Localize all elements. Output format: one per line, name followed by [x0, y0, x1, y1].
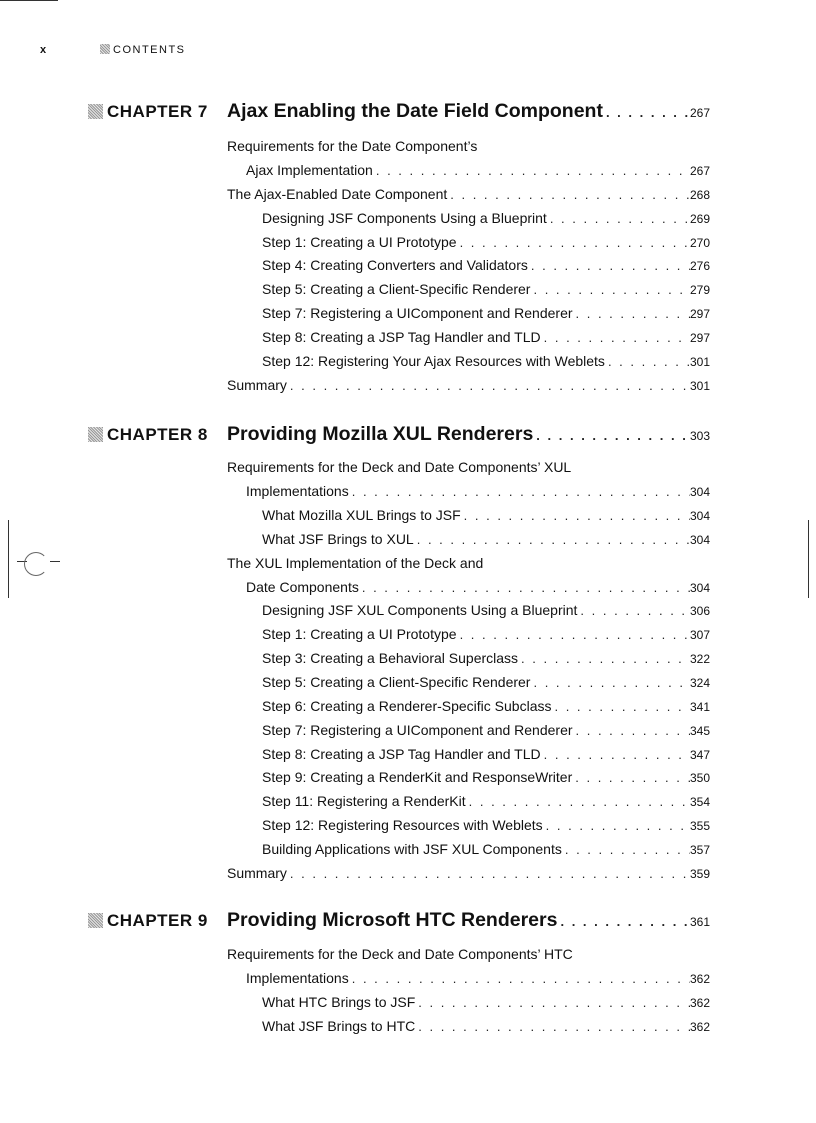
page-number: 354 [689, 795, 710, 809]
page-number: 304 [689, 581, 710, 595]
dot-leader [447, 187, 690, 202]
page-number: 268 [689, 188, 710, 202]
page-number: 324 [689, 676, 710, 690]
section-title: CONTENTS [100, 44, 186, 56]
entry-title: Requirements for the Deck and Date Components’ HTC [227, 946, 573, 962]
dot-leader [528, 258, 690, 273]
entry-title: Step 11: Registering a RenderKit [262, 793, 466, 809]
dot-leader [415, 995, 690, 1010]
dot-leader [414, 532, 690, 547]
page-number: 350 [689, 771, 710, 785]
toc-entry[interactable] [227, 793, 710, 815]
entry-title: What JSF Brings to XUL [262, 531, 414, 547]
toc-entry[interactable] [227, 138, 710, 160]
page-number: 279 [689, 283, 710, 297]
chapter-title-entry[interactable] [227, 100, 710, 128]
chapter-title-entry[interactable] [227, 423, 710, 451]
dot-leader [530, 282, 690, 297]
page-number: 304 [689, 485, 710, 499]
toc-entry[interactable] [227, 483, 710, 505]
dot-leader [547, 211, 690, 226]
entry-title: Requirements for the Date Component’s [227, 138, 478, 154]
page-number: 341 [689, 700, 710, 714]
chapter-label [88, 911, 208, 931]
chapter-title: Providing Microsoft HTC Renderers [227, 909, 558, 931]
toc-entry[interactable] [227, 746, 710, 768]
toc-entry[interactable] [227, 650, 710, 672]
toc-entry[interactable] [227, 970, 710, 992]
entry-title: Ajax Implementation [246, 162, 373, 178]
toc-entry[interactable] [227, 531, 710, 553]
dot-leader [457, 235, 690, 250]
page-number: 270 [689, 236, 710, 250]
entry-title: Summary [227, 865, 287, 881]
chapter-number: CHAPTER 9 [107, 911, 208, 930]
page-number: 269 [689, 212, 710, 226]
toc-entry[interactable] [227, 186, 710, 208]
square-bullet-icon [100, 44, 110, 54]
toc-entry[interactable] [227, 579, 710, 601]
entry-title: Step 12: Registering Resources with Weblets [262, 817, 543, 833]
dot-leader [541, 330, 690, 345]
toc-entry[interactable] [227, 994, 710, 1016]
entry-title: Step 7: Registering a UIComponent and Renderer [262, 305, 573, 321]
toc-entry[interactable] [227, 305, 710, 327]
square-bullet-icon [88, 913, 103, 928]
page-number: 267 [689, 106, 710, 120]
entry-title: Step 1: Creating a UI Prototype [262, 234, 457, 250]
page-folio: x [40, 44, 48, 56]
entry-title: Step 8: Creating a JSP Tag Handler and TLD [262, 746, 541, 762]
toc-entry[interactable] [227, 353, 710, 375]
right-crop-mark [808, 520, 809, 598]
entry-title: Step 3: Creating a Behavioral Superclass [262, 650, 519, 666]
dot-leader [573, 723, 690, 738]
page-number: 307 [689, 628, 710, 642]
dot-leader [541, 747, 690, 762]
entry-title: Building Applications with JSF XUL Components [262, 841, 562, 857]
page-number: 267 [689, 164, 710, 178]
dot-leader [603, 105, 690, 120]
dot-leader [530, 675, 690, 690]
toc-entry[interactable] [227, 698, 710, 720]
dot-leader [287, 866, 690, 881]
toc-entry[interactable] [227, 329, 710, 351]
left-crop-mark [8, 520, 9, 598]
toc-entry[interactable] [227, 162, 710, 184]
toc-entry[interactable] [227, 210, 710, 232]
entry-title: Step 5: Creating a Client-Specific Renderer [262, 281, 531, 297]
dot-leader [518, 651, 690, 666]
page-number: 297 [689, 307, 710, 321]
chapter-label [88, 425, 208, 445]
toc-entry[interactable] [227, 507, 710, 529]
dot-leader [572, 770, 690, 785]
entry-title: Summary [227, 377, 287, 393]
dot-leader [461, 508, 690, 523]
page-number: 345 [689, 724, 710, 738]
toc-entry[interactable] [227, 555, 710, 577]
entry-title: Designing JSF XUL Components Using a Blueprint [262, 602, 578, 618]
toc-entry[interactable] [227, 602, 710, 624]
page-number: 276 [689, 259, 710, 273]
page-number: 301 [689, 379, 710, 393]
chapter-title-entry[interactable] [227, 909, 710, 937]
page-number: 355 [689, 819, 710, 833]
page-number: 347 [689, 748, 710, 762]
dot-leader [562, 842, 690, 857]
dot-leader [457, 627, 690, 642]
toc-entry[interactable] [227, 722, 710, 744]
toc-entry[interactable] [227, 769, 710, 791]
dot-leader [533, 428, 690, 443]
chapter-number: CHAPTER 7 [107, 102, 208, 121]
registration-tick-right [50, 561, 60, 562]
toc-entry[interactable] [227, 1018, 710, 1040]
registration-mark [24, 552, 48, 576]
dot-leader [349, 971, 690, 986]
entry-title: Step 8: Creating a JSP Tag Handler and TLD [262, 329, 541, 345]
entry-title: What JSF Brings to HTC [262, 1018, 416, 1034]
entry-title: Step 12: Registering Your Ajax Resources with Weblets [262, 353, 605, 369]
entry-title: What Mozilla XUL Brings to JSF [262, 507, 461, 523]
entry-title: Implementations [246, 970, 349, 986]
entry-title: Step 6: Creating a Renderer-Specific Subclass [262, 698, 552, 714]
page-number: 304 [689, 509, 710, 523]
page-number: 357 [689, 843, 710, 857]
dot-leader [415, 1019, 690, 1034]
entry-title: Designing JSF Components Using a Blueprint [262, 210, 547, 226]
entry-title: Implementations [246, 483, 349, 499]
page-number: 362 [689, 972, 710, 986]
page-number: 362 [689, 996, 710, 1010]
toc-entry[interactable] [227, 377, 710, 399]
chapter-title: Ajax Enabling the Date Field Component [227, 100, 603, 122]
toc-entry[interactable] [227, 257, 710, 279]
square-bullet-icon [88, 427, 103, 442]
page-number: 303 [689, 429, 710, 443]
dot-leader [359, 580, 690, 595]
toc-entry[interactable] [227, 841, 710, 863]
toc-entry[interactable] [227, 281, 710, 303]
dot-leader [605, 354, 690, 369]
chapter-label [88, 102, 208, 122]
dot-leader [573, 306, 690, 321]
dot-leader [543, 818, 690, 833]
toc-entry[interactable] [227, 459, 710, 481]
page-number: 306 [689, 604, 710, 618]
page-number: 359 [689, 867, 710, 881]
square-bullet-icon [88, 104, 103, 119]
page-number: 297 [689, 331, 710, 345]
entry-title: Requirements for the Deck and Date Components’ XUL [227, 459, 572, 475]
toc-entry[interactable] [227, 674, 710, 696]
chapter-title: Providing Mozilla XUL Renderers [227, 423, 534, 445]
entry-title: Step 1: Creating a UI Prototype [262, 626, 457, 642]
page-number: 362 [689, 1020, 710, 1034]
page-number: 304 [689, 533, 710, 547]
entry-title: Step 5: Creating a Client-Specific Renderer [262, 674, 531, 690]
dot-leader [557, 914, 690, 929]
entry-title: Step 9: Creating a RenderKit and ResponseWriter [262, 769, 573, 785]
dot-leader [466, 794, 690, 809]
entry-title: The XUL Implementation of the Deck and [227, 555, 484, 571]
dot-leader [577, 603, 690, 618]
entry-title: The Ajax-Enabled Date Component [227, 186, 448, 202]
dot-leader [373, 163, 690, 178]
chapter-number: CHAPTER 8 [107, 425, 208, 444]
toc-entry[interactable] [227, 626, 710, 648]
toc-entry[interactable] [227, 946, 710, 968]
page-number: 361 [689, 915, 710, 929]
dot-leader [349, 484, 690, 499]
toc-entry[interactable] [227, 234, 710, 256]
dot-leader [551, 699, 689, 714]
entry-title: What HTC Brings to JSF [262, 994, 416, 1010]
toc-entry[interactable] [227, 865, 710, 887]
entry-title: Date Components [246, 579, 359, 595]
toc-entry[interactable] [227, 817, 710, 839]
top-crop-rule [0, 0, 58, 1]
entry-title: Step 4: Creating Converters and Validators [262, 257, 528, 273]
dot-leader [287, 378, 690, 393]
page-number: 322 [689, 652, 710, 666]
entry-title: Step 7: Registering a UIComponent and Renderer [262, 722, 573, 738]
page-number: 301 [689, 355, 710, 369]
